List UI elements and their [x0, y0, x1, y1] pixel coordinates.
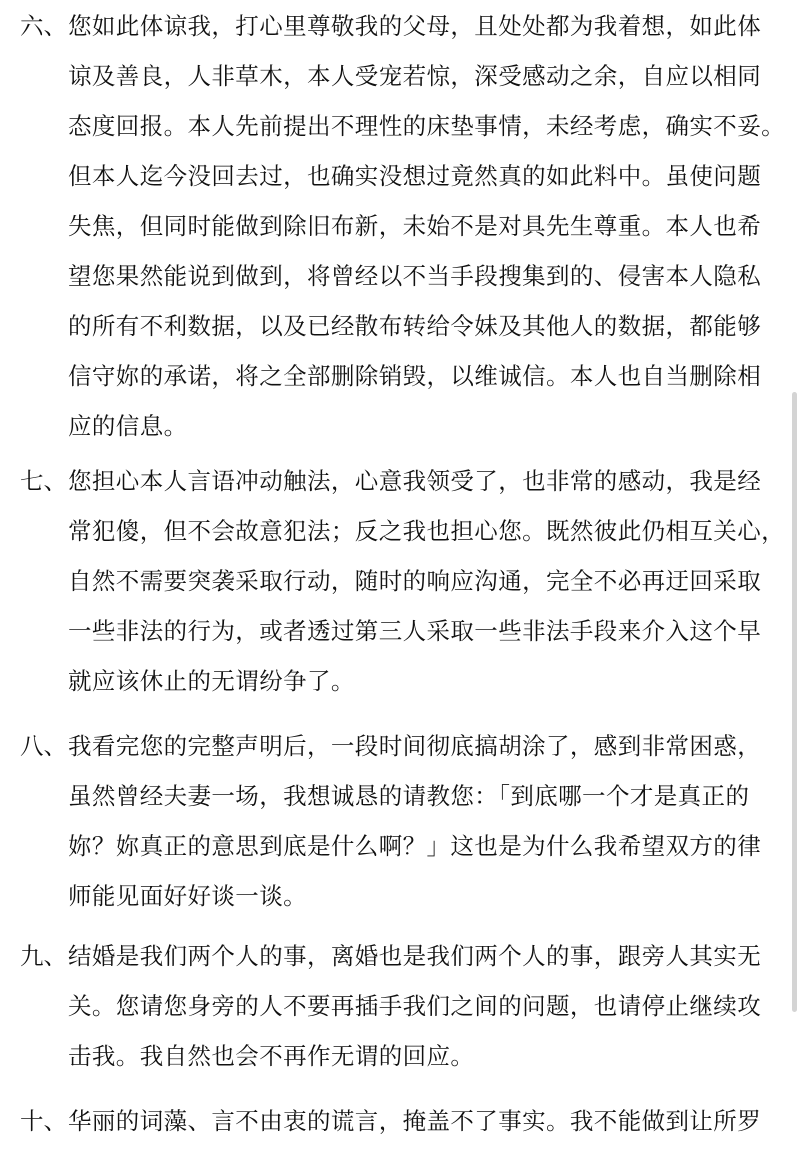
paragraph-line: 击我。我自然也会不再作无谓的回应。 — [68, 1042, 475, 1070]
paragraph-line: 一些非法的行为，或者透过第三人采取一些非法手段来介入这个早 — [68, 617, 762, 645]
item-number: 十、 — [20, 1107, 67, 1135]
item-number: 九、 — [20, 942, 67, 970]
paragraph-line: 您如此体谅我，打心里尊敬我的父母，且处处都为我着想，如此体 — [68, 12, 762, 40]
paragraph-line: 谅及善良，人非草木，本人受宠若惊，深受感动之余，自应以相同 — [68, 62, 762, 90]
paragraph-line: 妳？妳真正的意思到底是什么啊？」这也是为什么我希望双方的律 — [68, 832, 762, 860]
paragraph-line: 自然不需要突袭采取行动，随时的响应沟通，完全不必再迂回采取 — [68, 567, 762, 595]
paragraph-line: 的所有不利数据，以及已经散布转给令妹及其他人的数据，都能够 — [68, 312, 762, 340]
paragraph-line: 关。您请您身旁的人不要再插手我们之间的问题，也请停止继续攻 — [68, 992, 762, 1020]
item-number: 六、 — [20, 12, 67, 40]
item-number: 七、 — [20, 467, 67, 495]
paragraph-line: 就应该休止的无谓纷争了。 — [68, 667, 355, 695]
paragraph-line: 华丽的词藻、言不由衷的谎言，掩盖不了事实。我不能做到让所罗 — [68, 1107, 762, 1135]
item-number: 八、 — [20, 732, 67, 760]
paragraph-line: 我看完您的完整声明后，一段时间彻底搞胡涂了，感到非常困惑， — [68, 732, 762, 760]
vertical-scrollbar[interactable] — [792, 392, 797, 1012]
paragraph-line: 失焦，但同时能做到除旧布新，未始不是对具先生尊重。本人也希 — [68, 212, 762, 240]
paragraph-line: 态度回报。本人先前提出不理性的床垫事情，未经考虑，确实不妥。 — [68, 112, 785, 140]
paragraph-line: 常犯傻，但不会故意犯法；反之我也担心您。既然彼此仍相互关心， — [68, 517, 785, 545]
paragraph-line: 您担心本人言语冲动触法，心意我领受了，也非常的感动，我是经 — [68, 467, 762, 495]
paragraph-line: 虽然曾经夫妻一场，我想诚恳的请教您：「到底哪一个才是真正的 — [68, 782, 750, 810]
paragraph-line: 但本人迄今没回去过，也确实没想过竟然真的如此料中。虽使问题 — [68, 162, 762, 190]
paragraph-line: 师能见面好好谈一谈。 — [68, 882, 307, 910]
paragraph-line: 信守妳的承诺，将之全部删除销毁，以维诚信。本人也自当删除相 — [68, 362, 762, 390]
paragraph-line: 结婚是我们两个人的事，离婚也是我们两个人的事，跟旁人其实无 — [68, 942, 762, 970]
paragraph-line: 望您果然能说到做到，将曾经以不当手段搜集到的、侵害本人隐私 — [68, 262, 762, 290]
paragraph-line: 应的信息。 — [68, 412, 188, 440]
